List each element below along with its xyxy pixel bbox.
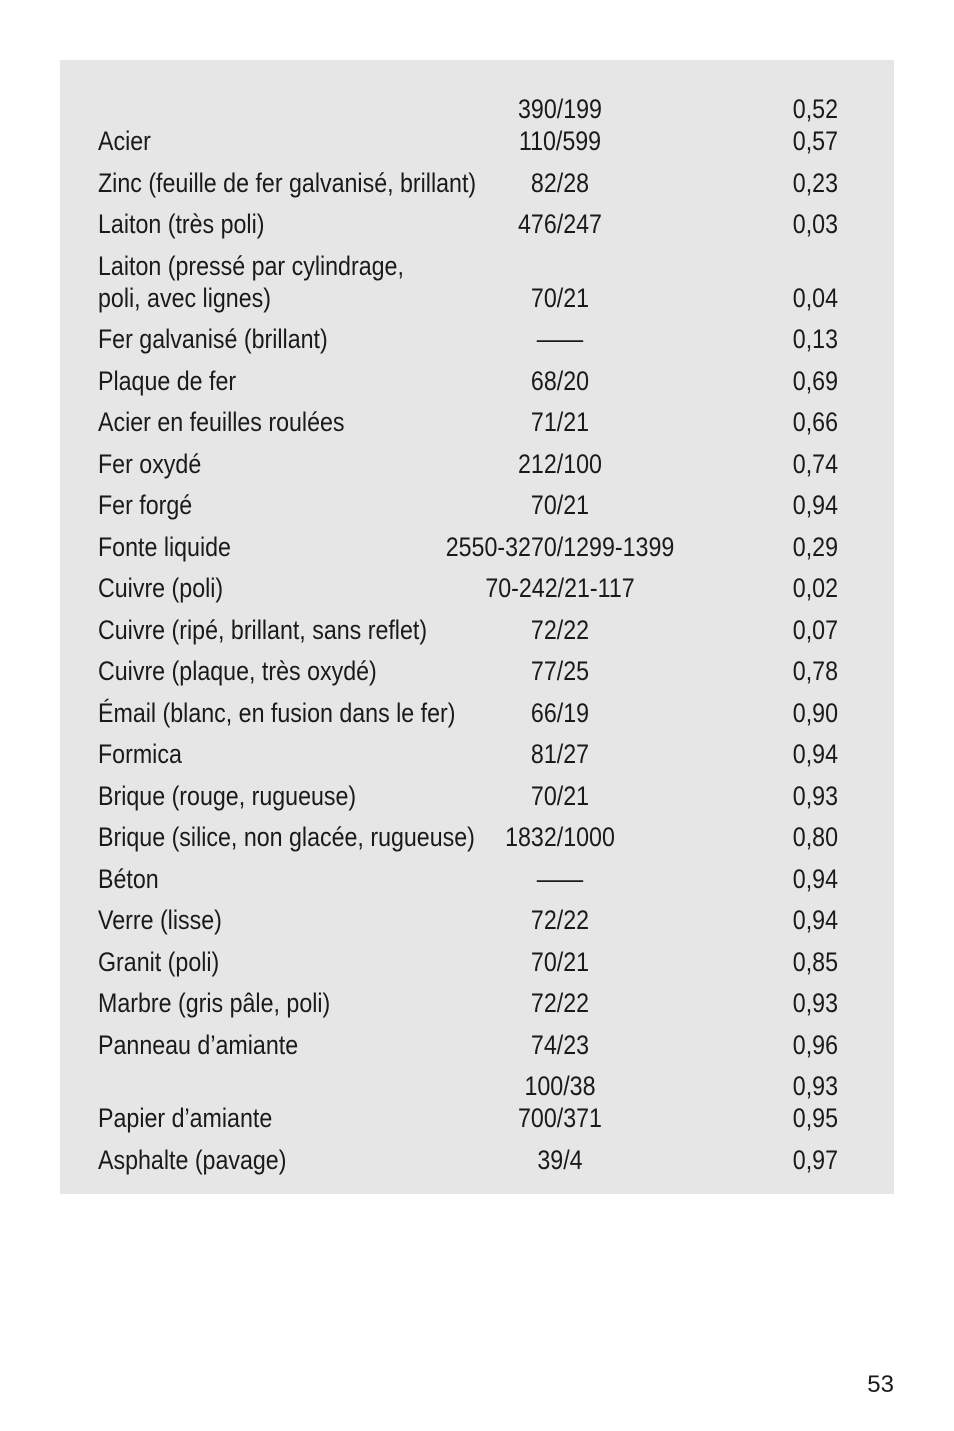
temperature-value: 2550-3270/1299-1399 (445, 531, 675, 562)
temperature-value: 82/28 (530, 167, 590, 198)
table-row: Laiton (pressé par cylindrage, poli, avec lignes) 70/21 0,04 (98, 250, 838, 313)
table-row: Zinc (feuille de fer galvanisé, brillant) 82/28 0,23 (98, 167, 838, 198)
table-row: Papier d’amiante 100/38 700/371 0,93 0,95 (98, 1071, 838, 1133)
temperature-value: 70/21 (530, 780, 590, 811)
table-row: Fonte liquide 2550-3270/1299-1399 0,29 (98, 531, 838, 562)
temperature-value: 72/22 (530, 905, 590, 935)
table-row: Plaque de fer 68/20 0,69 (98, 365, 838, 396)
emissivity-value: 0,94 (792, 863, 838, 894)
emissivity-value: 0,80 (792, 822, 838, 852)
emissivity-value: 0,96 (792, 1029, 838, 1060)
table-row: Granit (poli) 70/21 0,85 (98, 946, 838, 977)
table-row: Panneau d’amiante 74/23 0,96 (98, 1029, 838, 1060)
temperature-value: 81/27 (530, 739, 590, 769)
emissivity-value: 0,94 (792, 739, 838, 769)
emissivity-value: 0,29 (792, 531, 838, 562)
emissivity-value: 0,69 (792, 365, 838, 396)
emissivity-value: 0,90 (792, 697, 838, 728)
table-row: Formica 81/27 0,94 (98, 739, 838, 769)
emissivity-value: 0,03 (792, 209, 838, 239)
temperature-value: 476/247 (518, 209, 602, 239)
table-row: Fer galvanisé (brillant) —— 0,13 (98, 324, 838, 354)
table-row: Acier 390/199 110/599 0,52 0,57 (98, 94, 838, 156)
temperature-value: 390/199 110/599 (518, 94, 602, 156)
temperature-value: 77/25 (530, 656, 590, 686)
emissivity-value: 0,93 (792, 988, 838, 1018)
table-row: Émail (blanc, en fusion dans le fer) 66/19 0,90 (98, 697, 838, 728)
table-row: Cuivre (plaque, très oxydé) 77/25 0,78 (98, 656, 838, 686)
emissivity-value: 0,52 0,57 (792, 94, 838, 156)
emissivity-value: 0,97 (792, 1144, 838, 1175)
table-row: Fer oxydé 212/100 0,74 (98, 448, 838, 479)
temperature-value: 66/19 (530, 697, 590, 728)
temperature-value: 70/21 (530, 946, 590, 977)
table-row: Verre (lisse) 72/22 0,94 (98, 905, 838, 935)
temperature-value: 74/23 (530, 1029, 590, 1060)
temperature-value: 72/22 (530, 614, 590, 645)
table-row: Fer forgé 70/21 0,94 (98, 490, 838, 520)
table-row: Brique (silice, non glacée, rugueuse) 1832/1000 0,80 (98, 822, 838, 852)
temperature-value: 70-242/21-117 (485, 573, 635, 603)
table-row: Cuivre (poli) 70-242/21-117 0,02 (98, 573, 838, 603)
temperature-value: 70/21 (530, 282, 590, 313)
emissivity-value: 0,93 0,95 (792, 1071, 838, 1133)
emissivity-value: 0,66 (792, 407, 838, 437)
temperature-value: 68/20 (530, 365, 590, 396)
emissivity-value: 0,85 (792, 946, 838, 977)
table-row: Asphalte (pavage) 39/4 0,97 (98, 1144, 838, 1175)
emissivity-table (98, 93, 838, 1185)
emissivity-value: 0,78 (792, 656, 838, 686)
table-row: Marbre (gris pâle, poli) 72/22 0,93 (98, 988, 838, 1018)
temperature-value: —— (536, 324, 584, 354)
emissivity-value: 0,94 (792, 905, 838, 935)
temperature-value: 212/100 (518, 448, 602, 479)
emissivity-value: 0,13 (792, 324, 838, 354)
table-row: Béton —— 0,94 (98, 863, 838, 894)
temperature-value: 72/22 (530, 988, 590, 1018)
temperature-value: —— (536, 863, 584, 894)
table-row: Acier en feuilles roulées 71/21 0,66 (98, 407, 838, 437)
table-row: Laiton (très poli) 476/247 0,03 (98, 209, 838, 239)
emissivity-value: 0,94 (792, 490, 838, 520)
emissivity-value: 0,02 (792, 573, 838, 603)
temperature-value: 39/4 (537, 1144, 583, 1175)
temperature-value: 1832/1000 (505, 822, 615, 852)
temperature-value: 70/21 (530, 490, 590, 520)
table-row: Cuivre (ripé, brillant, sans reflet) 72/22 0,07 (98, 614, 838, 645)
emissivity-value: 0,23 (792, 167, 838, 198)
emissivity-value: 0,74 (792, 448, 838, 479)
emissivity-value: 0,04 (792, 282, 838, 313)
emissivity-table-panel (60, 60, 894, 1194)
page-number: 53 (867, 1371, 894, 1398)
table-row: Brique (rouge, rugueuse) 70/21 0,93 (98, 780, 838, 811)
emissivity-value: 0,93 (792, 780, 838, 811)
temperature-value: 100/38 700/371 (518, 1071, 602, 1133)
temperature-value: 71/21 (530, 407, 590, 437)
emissivity-value: 0,07 (792, 614, 838, 645)
